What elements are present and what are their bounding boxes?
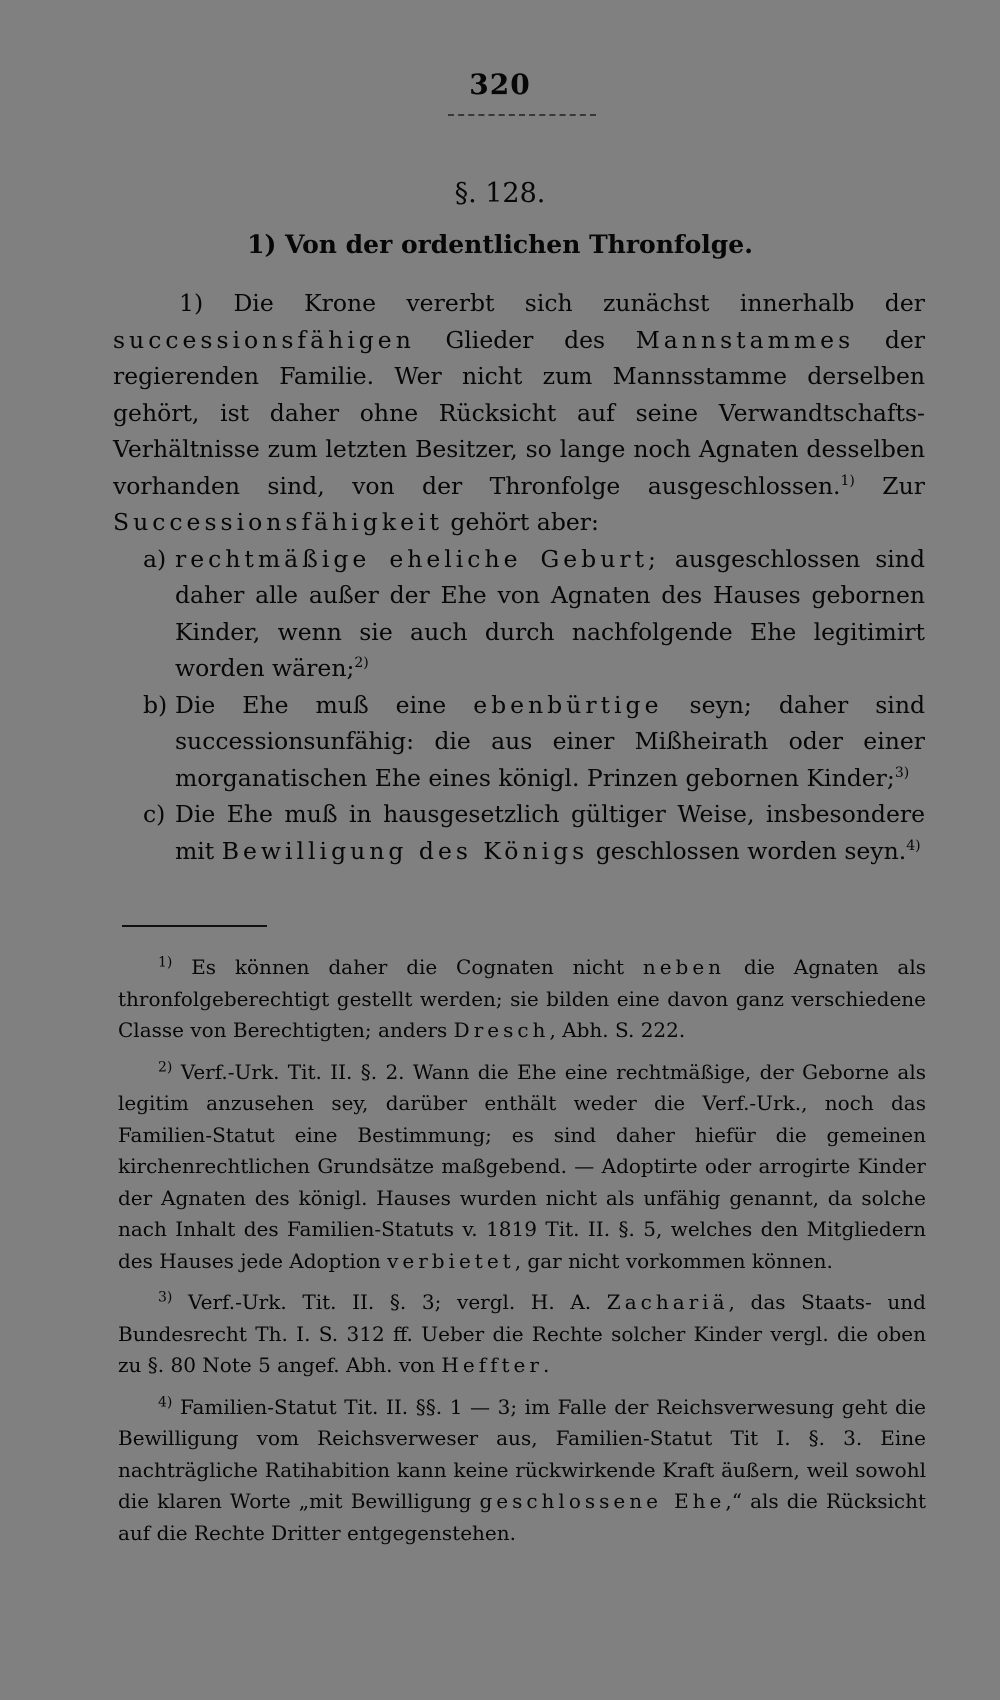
text-run: Die Ehe muß in hausgesetzlich gültiger Weise, insbesondere mit xyxy=(175,800,925,865)
list-item xyxy=(113,796,925,869)
footnote-marker: 3) xyxy=(158,1289,173,1306)
text-run: Verf.-Urk. Tit. II. §. 2. Wann die Ehe eine rechtmäßige, der Geborne als legitim anzusehen sey, darüber enthält weder die Verf.-Urk., noch das Familien-Statut eine Bestimmung; es sind daher hiefür die gemeinen kirchenrechtlichen Grundsätze maßgebend. — Adoptirte oder arrogirte Kinder der Agnaten des königl. Hauses wurden nicht als unfähig genannt, da solche nach Inhalt des Familien-Statuts v. 1819 Tit. II. §. 5, welches den Mitgliedern des Hauses jede Adoption xyxy=(118,1059,926,1273)
emphasis-run: Heffter xyxy=(441,1353,543,1377)
emphasis-run: successionsfähigen xyxy=(113,325,415,354)
header-rule xyxy=(448,114,596,116)
list-item-text xyxy=(175,687,925,797)
list-marker: b) xyxy=(143,690,168,719)
footnote-marker: 2) xyxy=(158,1058,173,1075)
text-run: Glieder des xyxy=(414,325,636,354)
footnote xyxy=(118,1392,926,1550)
text-run: gehört aber: xyxy=(442,508,599,536)
text-run: seyn; daher sind successionsunfähig: die aus einer Mißheirath oder einer morganatischen Ehe eines königl. Prinzen gebornen Kinder; xyxy=(175,690,925,792)
text-run: Die Ehe muß eine xyxy=(175,690,474,719)
main-paragraph xyxy=(113,285,925,541)
text-run: , gar nicht vorkommen können. xyxy=(514,1248,833,1273)
emphasis-run: Dresch xyxy=(453,1018,550,1042)
text-run: Familien-Statut Tit. II. §§. 1 — 3; im Falle der Reichsverwesung geht die Bewilligung vom Reichsverweser aus, Familien-Statut Tit I. §. 3. Eine nachträgliche Ratihabition kann keine rückwirkende Kraft äußern, weil sowohl die klaren Worte „mit Bewilligung xyxy=(118,1394,926,1513)
subsection-title: 1) Von der ordentlichen Thronfolge. xyxy=(247,230,753,259)
emphasis-run: geschlossene Ehe xyxy=(479,1489,726,1513)
text-run: Es können daher die Cognaten nicht xyxy=(172,955,643,979)
text-run: geschlossen worden seyn. xyxy=(588,836,907,865)
section-title: §. 128. xyxy=(454,178,546,209)
text-run: ,“ als die Rücksicht auf die Rechte Dritter entgegenstehen. xyxy=(118,1489,927,1545)
text-run: der regierenden Familie. Wer nicht zum Mannsstamme derselben gehört, ist daher ohne Rücksicht auf seine Verwandtschafts-Verhältnisse zum letzten Besitzer, so lange noch Agnaten desselben vorhanden sind, von der Thronfolge ausgeschlossen. xyxy=(113,325,925,500)
emphasis-run: rechtmäßige eheliche Geburt; xyxy=(175,544,660,573)
requirements-list xyxy=(113,541,925,870)
page-number: 320 xyxy=(469,68,531,101)
emphasis-run: ebenbürtige xyxy=(473,690,663,719)
emphasis-run: Bewilligung des Königs xyxy=(221,836,589,865)
footnote xyxy=(118,1287,926,1382)
footnote-ref: 3) xyxy=(894,764,910,781)
list-marker: a) xyxy=(143,544,167,573)
list-item xyxy=(113,541,925,687)
list-marker: c) xyxy=(143,800,166,828)
footnotes xyxy=(118,952,926,1559)
emphasis-run: verbietet xyxy=(387,1248,515,1273)
footnote-ref: 1) xyxy=(840,472,855,489)
emphasis-run: neben xyxy=(642,955,726,979)
footnote-separator xyxy=(122,925,267,927)
emphasis-run: Successionsfähigkeit xyxy=(113,508,443,536)
footnote-ref: 2) xyxy=(354,655,369,672)
emphasis-run: Mannstammes xyxy=(635,325,855,354)
footnote xyxy=(118,952,926,1047)
list-item xyxy=(113,687,925,797)
text-run: ausgeschlossen sind daher alle außer der Ehe von Agnaten des Hauses gebornen Kinder, wenn sie auch durch nachfolgende Ehe legitimirt worden wären; xyxy=(175,544,925,682)
footnote xyxy=(118,1057,926,1278)
list-item-text xyxy=(175,541,925,687)
text-run: , Abh. S. 222. xyxy=(549,1018,686,1042)
main-text xyxy=(113,285,925,869)
text-run: die Agnaten als thronfolgeberechtigt gestellt werden; sie bilden eine davon ganz verschiedene Classe von Berechtigten; anders xyxy=(118,955,926,1042)
list-item-text xyxy=(175,796,925,869)
emphasis-run: Zachariä xyxy=(606,1290,729,1314)
text-run: . xyxy=(542,1353,550,1377)
footnote-ref: 4) xyxy=(906,837,921,854)
text-run: 1) Die Krone vererbt sich zunächst innerhalb der xyxy=(179,289,925,317)
footnote-marker: 1) xyxy=(158,954,173,971)
text-run: , das Staats- und Bundesrecht Th. I. S. 312 ff. Ueber die Rechte solcher Kinder vergl. die oben zu §. 80 Note 5 angef. Abh. von xyxy=(118,1290,926,1377)
text-run: Verf.-Urk. Tit. II. §. 3; vergl. H. A. xyxy=(172,1290,607,1314)
text-run: Zur xyxy=(854,471,926,500)
footnote-marker: 4) xyxy=(158,1393,173,1410)
